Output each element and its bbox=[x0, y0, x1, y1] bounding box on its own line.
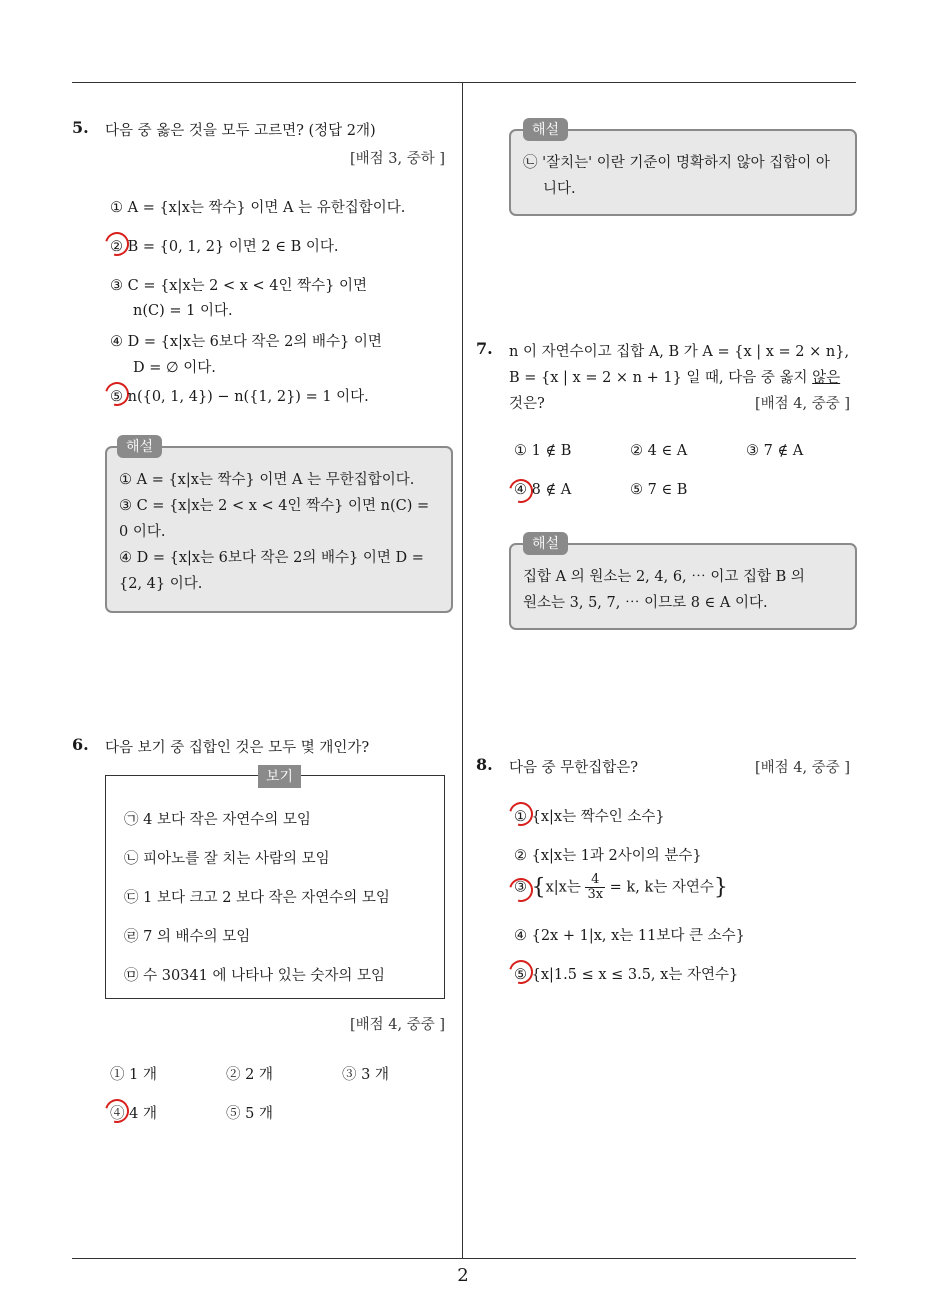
explanation-line: ㉡ '잘치는' 이란 기준이 명확하지 않아 집합이 아 bbox=[523, 155, 830, 171]
option-3-cont: n(C) = 1 이다. bbox=[133, 303, 233, 319]
explanation-tag: 해설 bbox=[523, 118, 568, 141]
bogi-box bbox=[105, 769, 445, 999]
explanation-line: 원소는 3, 5, 7, ⋯ 이므로 8 ∈ A 이다. bbox=[523, 595, 768, 611]
bogi-item: ㉡ 피아노를 잘 치는 사람의 모임 bbox=[124, 851, 330, 867]
bottom-rule bbox=[72, 1258, 856, 1259]
question-text: 다음 중 옳은 것을 모두 고르면? (정답 2개) bbox=[105, 123, 376, 139]
option-5[interactable]: ⑤ 5 개 bbox=[226, 1106, 273, 1122]
top-rule bbox=[72, 82, 856, 83]
option-1[interactable]: ① A = {x|x는 짝수} 이면 A 는 유한집합이다. bbox=[110, 200, 406, 216]
explanation-line: 니다. bbox=[543, 181, 576, 197]
explanation-line: 0 이다. bbox=[119, 524, 166, 540]
question-number: 7. bbox=[476, 339, 493, 358]
option-4[interactable]: ④ 8 ∉ A bbox=[514, 482, 572, 498]
score-label: [배점 4, 중중 ] bbox=[755, 396, 851, 412]
option-2[interactable]: ② 4 ∈ A bbox=[630, 443, 688, 459]
option-2[interactable]: ② {x|x는 1과 2사이의 분수} bbox=[514, 848, 702, 864]
option-5[interactable]: ⑤ {x|1.5 ≤ x ≤ 3.5, x는 자연수} bbox=[514, 967, 739, 983]
explanation-tag: 해설 bbox=[523, 532, 568, 555]
bogi-item: ㉢ 1 보다 크고 2 보다 작은 자연수의 모임 bbox=[124, 890, 390, 906]
explanation-line: {2, 4} 이다. bbox=[119, 576, 203, 592]
option-3[interactable]: ③ C = {x|x는 2 < x < 4인 짝수} 이면 bbox=[110, 278, 367, 294]
option-2[interactable]: ② B = {0, 1, 2} 이면 2 ∈ B 이다. bbox=[110, 239, 339, 255]
option-2[interactable]: ② 2 개 bbox=[226, 1067, 273, 1083]
option-1[interactable]: ① 1 ∉ B bbox=[514, 443, 572, 459]
explanation-line: 집합 A 의 원소는 2, 4, 6, ⋯ 이고 집합 B 의 bbox=[523, 569, 805, 585]
option-4-cont: D = ∅ 이다. bbox=[133, 360, 216, 376]
explanation-box bbox=[105, 439, 453, 613]
fraction: $\frac{4}{3x}$ bbox=[587, 872, 604, 902]
explanation-box bbox=[509, 122, 857, 216]
bogi-item: ㉤ 수 30341 에 나타나 있는 숫자의 모임 bbox=[124, 968, 385, 984]
option-1[interactable]: ① {x|x는 짝수인 소수} bbox=[514, 809, 665, 825]
question-text-line3: 것은? bbox=[509, 396, 545, 412]
question-text-line2: B = {x | x = 2 × n + 1} 일 때, 다음 중 옳지 않은 bbox=[509, 370, 841, 386]
bogi-tag: 보기 bbox=[258, 765, 301, 788]
question-number: 5. bbox=[72, 118, 89, 137]
option-3[interactable]: ③ {x|x는 $\frac{4}{3x}$ = k, k는 자연수} bbox=[514, 872, 728, 902]
score-label: [배점 4, 중중 ] bbox=[755, 760, 851, 776]
option-4[interactable]: ④ 4 개 bbox=[110, 1106, 157, 1122]
option-3[interactable]: ③ 3 개 bbox=[342, 1067, 389, 1083]
page-number: 2 bbox=[457, 1265, 469, 1286]
score-label: [배점 3, 중하 ] bbox=[350, 151, 446, 167]
question-text-line1: n 이 자연수이고 집합 A, B 가 A = {x | x = 2 × n}, bbox=[509, 344, 850, 360]
score-label: [배점 4, 중중 ] bbox=[350, 1017, 446, 1033]
option-5[interactable]: ⑤ n({0, 1, 4}) − n({1, 2}) = 1 이다. bbox=[110, 389, 369, 405]
bogi-item: ㉣ 7 의 배수의 모임 bbox=[124, 929, 251, 945]
question-text: 다음 보기 중 집합인 것은 모두 몇 개인가? bbox=[105, 740, 370, 756]
explanation-box bbox=[509, 536, 857, 630]
explanation-line: ③ C = {x|x는 2 < x < 4인 짝수} 이면 n(C) = bbox=[119, 498, 430, 514]
option-4[interactable]: ④ D = {x|x는 6보다 작은 2의 배수} 이면 bbox=[110, 334, 382, 350]
explanation-line: ④ D = {x|x는 6보다 작은 2의 배수} 이면 D = bbox=[119, 550, 424, 566]
explanation-line: ① A = {x|x는 짝수} 이면 A 는 무한집합이다. bbox=[119, 472, 415, 488]
option-5[interactable]: ⑤ 7 ∈ B bbox=[630, 482, 688, 498]
explanation-tag: 해설 bbox=[117, 435, 162, 458]
option-4[interactable]: ④ {2x + 1|x, x는 11보다 큰 소수} bbox=[514, 928, 745, 944]
question-number: 6. bbox=[72, 735, 89, 754]
question-text: 다음 중 무한집합은? bbox=[509, 760, 639, 776]
option-3[interactable]: ③ 7 ∉ A bbox=[746, 443, 804, 459]
question-number: 8. bbox=[476, 755, 493, 774]
bogi-item: ㉠ 4 보다 작은 자연수의 모임 bbox=[124, 812, 311, 828]
option-1[interactable]: ① 1 개 bbox=[110, 1067, 157, 1083]
column-divider bbox=[462, 83, 463, 1258]
